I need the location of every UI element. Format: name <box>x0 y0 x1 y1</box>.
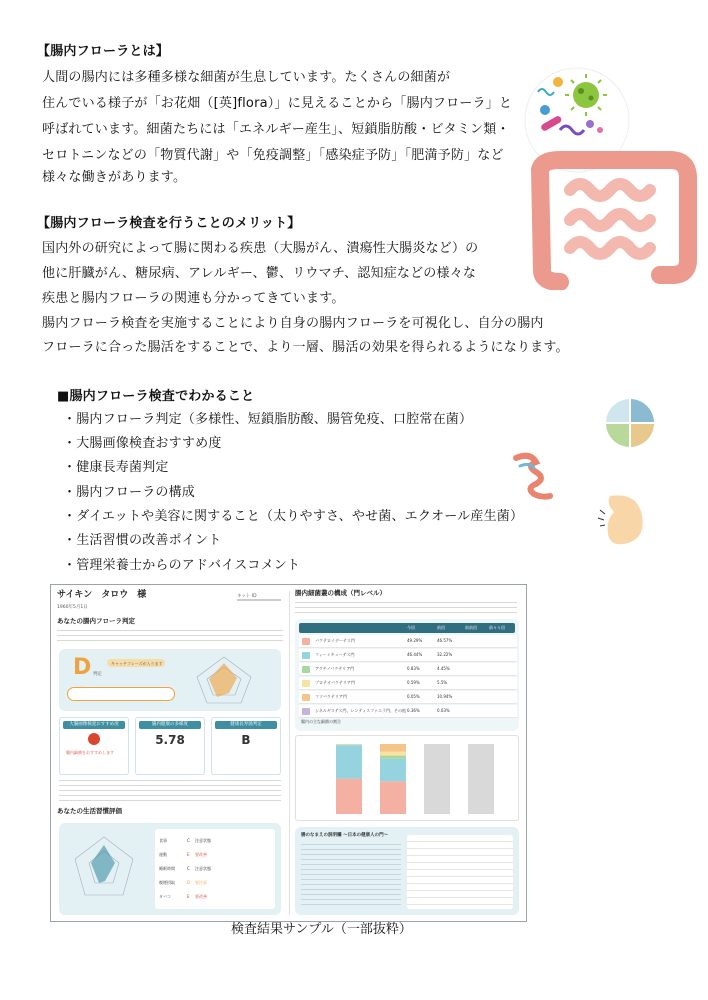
stack-bar-segment <box>380 752 406 756</box>
report-advice-card <box>295 827 519 915</box>
phyla-previous: 46.57% <box>437 638 453 643</box>
intestine-small-icon <box>512 452 556 500</box>
phyla-row <box>299 705 517 718</box>
report-advice-title: 腸のなまえの説明欄 ～日本の健康人の門～ <box>301 833 389 838</box>
phyla-swatch <box>302 666 310 673</box>
phyla-swatch <box>302 694 310 701</box>
phyla-current: 0.05% <box>407 694 420 699</box>
phyla-current: 49.29% <box>407 638 423 643</box>
report-phyla-table <box>295 619 519 731</box>
report-right-page <box>295 589 521 917</box>
intestine-bacteria-illustration <box>520 60 700 290</box>
phyla-row <box>299 635 517 648</box>
report-score-box-3 <box>211 717 281 775</box>
lifestyle-grade-4: D <box>187 880 191 885</box>
phyla-name: アクチノバクテリア門 <box>315 666 355 671</box>
intestine-icon <box>540 160 688 282</box>
phyla-previous: 10.94% <box>437 694 453 699</box>
report-score-title-1: 大腸画像検査おすすめ度 <box>63 721 125 729</box>
lifestyle-grade-2: E <box>187 852 190 857</box>
phyla-current: 0.36% <box>407 708 420 713</box>
report-radar-chart <box>189 653 259 707</box>
report-lifestyle-card <box>59 823 281 915</box>
report-kit-id: キット ID <box>237 594 257 599</box>
section2-line-3: 疾患と腸内フローラの関連も分かってきています。 <box>42 291 345 306</box>
phyla-row <box>299 649 517 662</box>
lifestyle-grade-1: C <box>187 838 190 843</box>
lifestyle-label-4: 要注意 <box>195 880 207 885</box>
phyla-row <box>299 663 517 676</box>
phyla-swatch <box>302 638 310 645</box>
stack-bar-segment <box>380 744 406 752</box>
stack-bar-segment <box>380 781 406 814</box>
phyla-previous: 4.45% <box>437 666 450 671</box>
lifestyle-label-3: 注意状態 <box>195 866 211 871</box>
table-header-current: 今回 <box>407 625 415 630</box>
report-bar-chart <box>295 735 519 821</box>
sad-face-icon <box>88 733 100 745</box>
report-birthdate: 1960年5月1日 <box>57 605 88 610</box>
stack-bar-segment <box>336 779 362 814</box>
report-lifestyle-table <box>155 829 275 909</box>
phyla-swatch <box>302 680 310 687</box>
phyla-name: フィーミキューテス門 <box>315 652 355 657</box>
report-sample <box>50 584 527 922</box>
belly-icon <box>592 490 652 550</box>
phyla-previous: 32.22% <box>437 652 453 657</box>
section1-line-4: セロトニンなどの「物質代謝」や「免疫調整」「感染症予防」「肥満予防」など <box>42 148 504 163</box>
section2-line-2: 他に肝臓がん、糖尿病、アレルギー、鬱、リウマチ、認知症などの様々な <box>42 266 477 281</box>
lifestyle-label-1: 注意状態 <box>195 838 211 843</box>
phyla-current: 46.44% <box>407 652 423 657</box>
report-grade: D <box>73 655 92 680</box>
report-patient-name: サイキン タロウ 様 <box>57 590 147 600</box>
section3-item-5: ・ダイエットや美容に関すること（太りやすさ、やせ菌、エクオール産生菌） <box>63 509 524 524</box>
section2-line-5: フローラに合った腸活をすることで、より一層、腸活の効果を得られるようになります。 <box>42 340 569 355</box>
section1-line-5: 様々な働きがあります。 <box>42 170 187 185</box>
section3-item-3: ・健康長寿菌判定 <box>63 460 169 475</box>
pie-chart-icon <box>604 397 656 449</box>
section1-line-3: 呼ばれています。細菌たちには「エネルギー産生」、短鎖脂肪酸・ビタミン類・ <box>42 122 510 137</box>
lifestyle-grade-3: C <box>187 866 190 871</box>
report-judgement-title: あなたの腸内フローラ判定 <box>57 617 135 625</box>
section3-item-4: ・腸内フローラの構成 <box>63 485 196 500</box>
phyla-previous: 5.5% <box>437 680 448 685</box>
report-lifestyle-radar <box>69 833 139 903</box>
report-grade-card <box>59 649 281 711</box>
stack-bar-segment <box>336 745 362 778</box>
report-score-title-3: 健康長寿菌判定 <box>215 721 277 729</box>
lifestyle-cat-5: タバコ <box>159 894 171 899</box>
phyla-row <box>299 691 517 704</box>
report-stacked-bars <box>296 736 518 820</box>
phyla-swatch <box>302 708 310 715</box>
report-lifestyle-title: あなたの生活習慣評価 <box>57 807 122 815</box>
report-caption: 検査結果サンプル（一部抜粋） <box>231 922 412 937</box>
report-score-box-2 <box>135 717 205 775</box>
phyla-current: 0.83% <box>407 666 420 671</box>
report-table-header <box>299 623 515 633</box>
phyla-previous: 0.03% <box>437 708 450 713</box>
section3-item-7: ・管理栄養士からのアドバイスコメント <box>63 558 301 573</box>
report-left-page <box>57 589 285 917</box>
lifestyle-grade-5: E <box>187 894 190 899</box>
section3-item-2: ・大腸画像検査おすすめ度 <box>63 436 222 451</box>
lifestyle-cat-2: 運動 <box>159 852 167 857</box>
table-header-prev: 前回 <box>437 625 445 630</box>
section2-title: 【腸内フローラ検査を行うことのメリット】 <box>37 216 301 231</box>
report-grade-note: キャッチフレーズが入ります <box>111 661 163 666</box>
phyla-name: プロテオバクテリア門 <box>315 680 355 685</box>
section2-line-4: 腸内フローラ検査を実施することにより自身の腸内フローラを可視化し、自分の腸内 <box>42 316 544 331</box>
phyla-name: シネルギステス門、レンティスファエラ門、その他 <box>315 708 407 713</box>
section1-line-1: 人間の腸内には多種多様な細菌が生息しています。たくさんの細菌が <box>42 70 451 85</box>
phyla-name: バクテロイデーテス門 <box>315 638 355 643</box>
section3-item-6: ・生活習慣の改善ポイント <box>63 533 222 548</box>
report-score-title-2: 腸内健康の多様度 <box>139 721 201 729</box>
stack-bar-empty <box>468 744 494 814</box>
report-score-value-3: B <box>241 733 251 747</box>
section1-title: 【腸内フローラとは】 <box>37 44 170 59</box>
lifestyle-label-5: 要改善 <box>195 894 207 899</box>
section2-line-1: 国内外の研究によって腸に関わる疾患（大腸がん、潰瘍性大腸炎など）の <box>42 241 479 256</box>
lifestyle-cat-1: 食事 <box>159 838 167 843</box>
stack-bar-segment <box>380 759 406 782</box>
phyla-swatch <box>302 652 310 659</box>
report-score-box-1 <box>59 717 129 775</box>
phyla-name: フソバクテリア門 <box>315 694 347 699</box>
report-grade-suffix: 判定 <box>93 672 102 677</box>
report-score-red-note: 腸内細菌をおすすめします <box>66 750 115 755</box>
table-header-prev3: 前々々回 <box>489 625 505 630</box>
lifestyle-label-2: 要改善 <box>195 852 207 857</box>
section1-line-2: 住んでいる様子が「お花畑（[英]flora）」に見えることから「腸内フローラ」と <box>42 96 513 111</box>
report-score-value-2: 5.78 <box>155 733 185 747</box>
report-table-footer: 腸内の主な細菌の割合 <box>301 719 341 724</box>
report-composition-title: 腸内細菌叢の構成（門レベル） <box>295 589 386 597</box>
stack-bar-empty <box>424 744 450 814</box>
section3-title: ■腸内フローラ検査でわかること <box>57 389 255 404</box>
lifestyle-cat-3: 睡眠時間 <box>159 866 175 871</box>
section3-item-1: ・腸内フローラ判定（多様性、短鎖脂肪酸、腸管免疫、口腔常在菌） <box>63 412 473 427</box>
table-header-prev2: 前前回 <box>465 625 477 630</box>
lifestyle-cat-4: 喫煙摂取 <box>159 880 175 885</box>
stack-bar-segment <box>336 745 362 746</box>
phyla-row <box>299 677 517 690</box>
phyla-current: 0.59% <box>407 680 420 685</box>
stack-bar-segment <box>380 756 406 759</box>
